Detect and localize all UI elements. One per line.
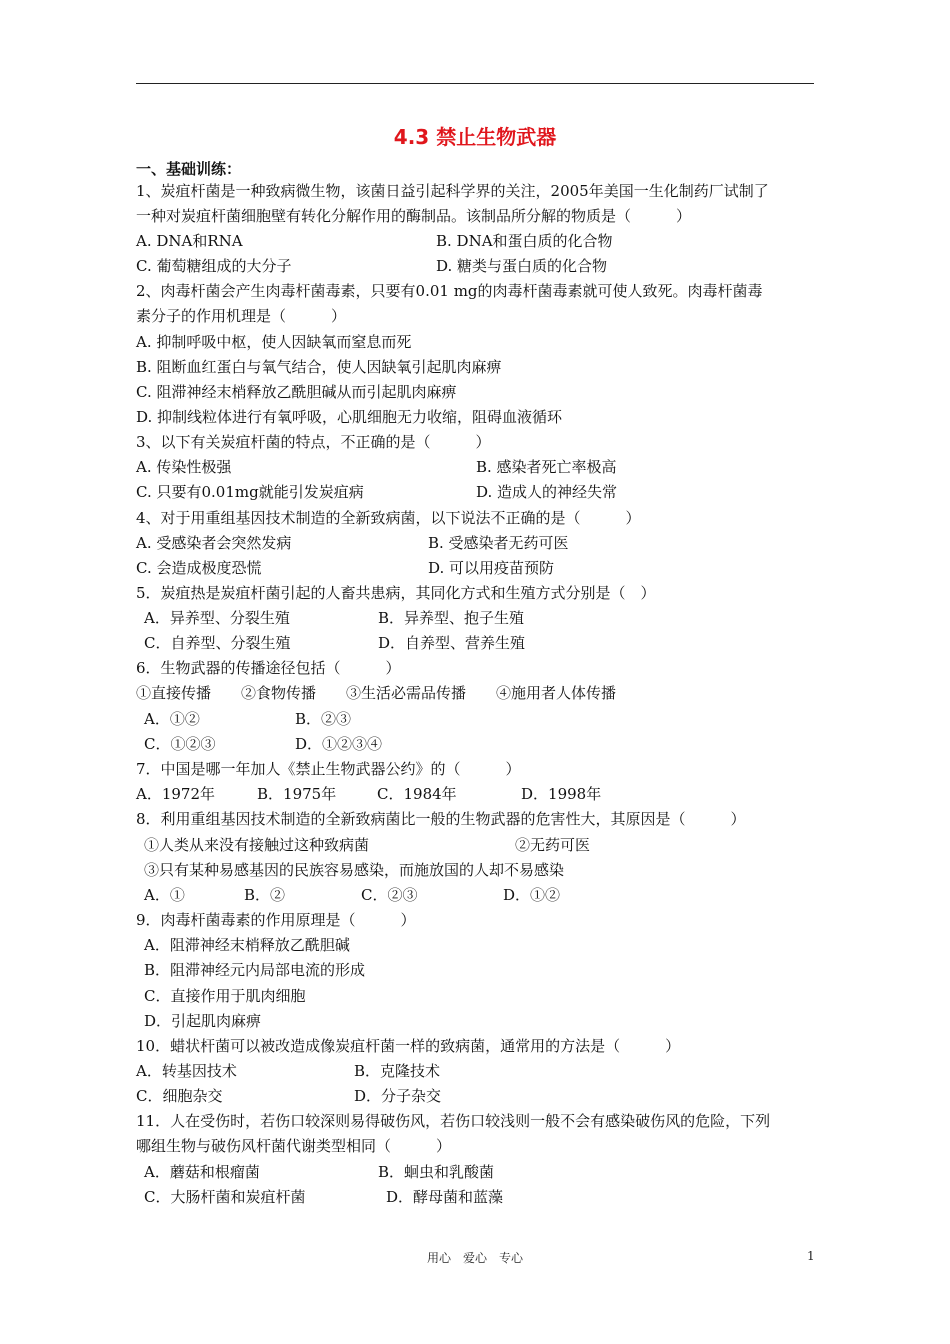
question-5-option-c: C．自养型、分裂生殖 — [144, 634, 291, 652]
question-8-item-2: ②无药可医 — [515, 836, 591, 854]
question-9-stem: 9．肉毒杆菌毒素的作用原理是（ ） — [136, 911, 416, 929]
question-8-option-b: B．② — [244, 886, 286, 904]
question-2-stem: 2、肉毒杆菌会产生肉毒杆菌毒素，只要有0.01 mg的肉毒杆菌毒素就可使人致死。肉毒杆菌毒 — [136, 282, 763, 300]
question-11-option-a: A．蘑菇和根瘤菌 — [144, 1163, 260, 1181]
question-10-stem: 10．蜡状杆菌可以被改造成像炭疽杆菌一样的致病菌，通常用的方法是（ ） — [136, 1037, 681, 1055]
question-4-stem: 4、对于用重组基因技术制造的全新致病菌，以下说法不正确的是（ ） — [136, 509, 641, 527]
question-1-option-a: A. DNA和RNA — [136, 232, 243, 250]
question-8-item-1: ①人类从来没有接触过这种致病菌 — [144, 836, 370, 854]
question-3-option-a: A. 传染性极强 — [136, 458, 232, 476]
question-2-option-c: C. 阻滞神经末梢释放乙酰胆碱从而引起肌肉麻痹 — [136, 383, 457, 401]
question-6-option-d: D．①②③④ — [295, 735, 383, 753]
question-10-option-a: A．转基因技术 — [136, 1062, 237, 1080]
question-3-option-d: D. 造成人的神经失常 — [476, 483, 618, 501]
question-1-option-b: B. DNA和蛋白质的化合物 — [436, 232, 613, 250]
question-5-option-a: A．异养型、分裂生殖 — [144, 609, 290, 627]
question-11-stem: 11．人在受伤时，若伤口较深则易得破伤风，若伤口较浅则一般不会有感染破伤风的危险，下列 — [136, 1112, 771, 1130]
question-11-option-d: D．酵母菌和蓝藻 — [386, 1188, 504, 1206]
question-1-option-d: D. 糖类与蛋白质的化合物 — [436, 257, 608, 275]
question-5-option-b: B．异养型、抱子生殖 — [378, 609, 525, 627]
question-7-option-b: B．1975年 — [257, 785, 337, 803]
question-2-option-b: B. 阻断血红蛋白与氧气结合，使人因缺氧引起肌肉麻痹 — [136, 358, 502, 376]
header-rule — [136, 83, 814, 84]
question-8-option-c: C．②③ — [361, 886, 418, 904]
question-6-option-b: B．②③ — [295, 710, 352, 728]
page-footer: 用心 爱心 专心 — [426, 1251, 523, 1265]
question-10-option-c: C．细胞杂交 — [136, 1087, 223, 1105]
question-8-stem: 8．利用重组基因技术制造的全新致病菌比一般的生物武器的危害性大，其原因是（ ） — [136, 810, 746, 828]
question-7-option-c: C．1984年 — [377, 785, 457, 803]
question-9-option-a: A．阻滞神经末梢释放乙酰胆碱 — [144, 936, 350, 954]
question-9-option-d: D．引起肌肉麻痹 — [144, 1012, 262, 1030]
question-1-option-c: C. 葡萄糖组成的大分子 — [136, 257, 292, 275]
question-1-stem: 1、炭疽杆菌是一种致病微生物，该菌日益引起科学界的关注，2005年美国一生化制药厂试制了 — [136, 182, 769, 200]
question-6-stem: 6．生物武器的传播途径包括（ ） — [136, 659, 401, 677]
question-2-stem-cont: 素分子的作用机理是（ ） — [136, 307, 347, 325]
question-2-option-d: D. 抑制线粒体进行有氧呼吸，心肌细胞无力收缩，阻碍血液循环 — [136, 408, 563, 426]
question-9-option-c: C．直接作用于肌肉细胞 — [144, 987, 306, 1005]
question-3-option-b: B. 感染者死亡率极高 — [476, 458, 617, 476]
question-5-option-d: D．自养型、营养生殖 — [378, 634, 526, 652]
question-8-option-a: A．① — [144, 886, 185, 904]
question-6-option-a: A．①② — [144, 710, 200, 728]
section-heading: 一、基础训练： — [136, 160, 242, 178]
question-4-option-d: D. 可以用疫苗预防 — [428, 559, 555, 577]
question-8-item-3: ③只有某种易感基因的民族容易感染，而施放国的人却不易感染 — [144, 861, 565, 879]
question-7-option-d: D．1998年 — [521, 785, 602, 803]
question-7-stem: 7．中国是哪一年加人《禁止生物武器公约》的（ ） — [136, 760, 521, 778]
question-1-stem-cont: 一种对炭疽杆菌细胞壁有转化分解作用的酶制品。该制品所分解的物质是（ ） — [136, 207, 692, 225]
question-4-option-c: C. 会造成极度恐慌 — [136, 559, 262, 577]
question-2-option-a: A. 抑制呼吸中枢，使人因缺氧而窒息而死 — [136, 333, 412, 351]
page-number: 1 — [807, 1249, 815, 1263]
question-9-option-b: B．阻滞神经元内局部电流的形成 — [144, 961, 366, 979]
question-11-option-b: B．蛔虫和乳酸菌 — [378, 1163, 495, 1181]
page-title: 4.3 禁止生物武器 — [393, 125, 557, 149]
question-5-stem: 5．炭疽热是炭疽杆菌引起的人畜共患病，其同化方式和生殖方式分别是（ ） — [136, 584, 656, 602]
question-6-items: ①直接传播 ②食物传播 ③生活必需品传播 ④施用者人体传播 — [136, 684, 617, 702]
question-4-option-b: B. 受感染者无药可医 — [428, 534, 569, 552]
question-6-option-c: C．①②③ — [144, 735, 216, 753]
question-11-option-c: C．大肠杆菌和炭疽杆菌 — [144, 1188, 306, 1206]
question-10-option-d: D．分子杂交 — [354, 1087, 442, 1105]
question-3-option-c: C. 只要有0.01mg就能引发炭疽病 — [136, 483, 364, 501]
question-11-stem-cont: 哪组生物与破伤风杆菌代谢类型相同（ ） — [136, 1137, 452, 1155]
question-4-option-a: A. 受感染者会突然发病 — [136, 534, 292, 552]
question-7-option-a: A．1972年 — [136, 785, 216, 803]
question-10-option-b: B．克隆技术 — [354, 1062, 441, 1080]
question-3-stem: 3、以下有关炭疽杆菌的特点，不正确的是（ ） — [136, 433, 491, 451]
question-8-option-d: D．①② — [503, 886, 561, 904]
